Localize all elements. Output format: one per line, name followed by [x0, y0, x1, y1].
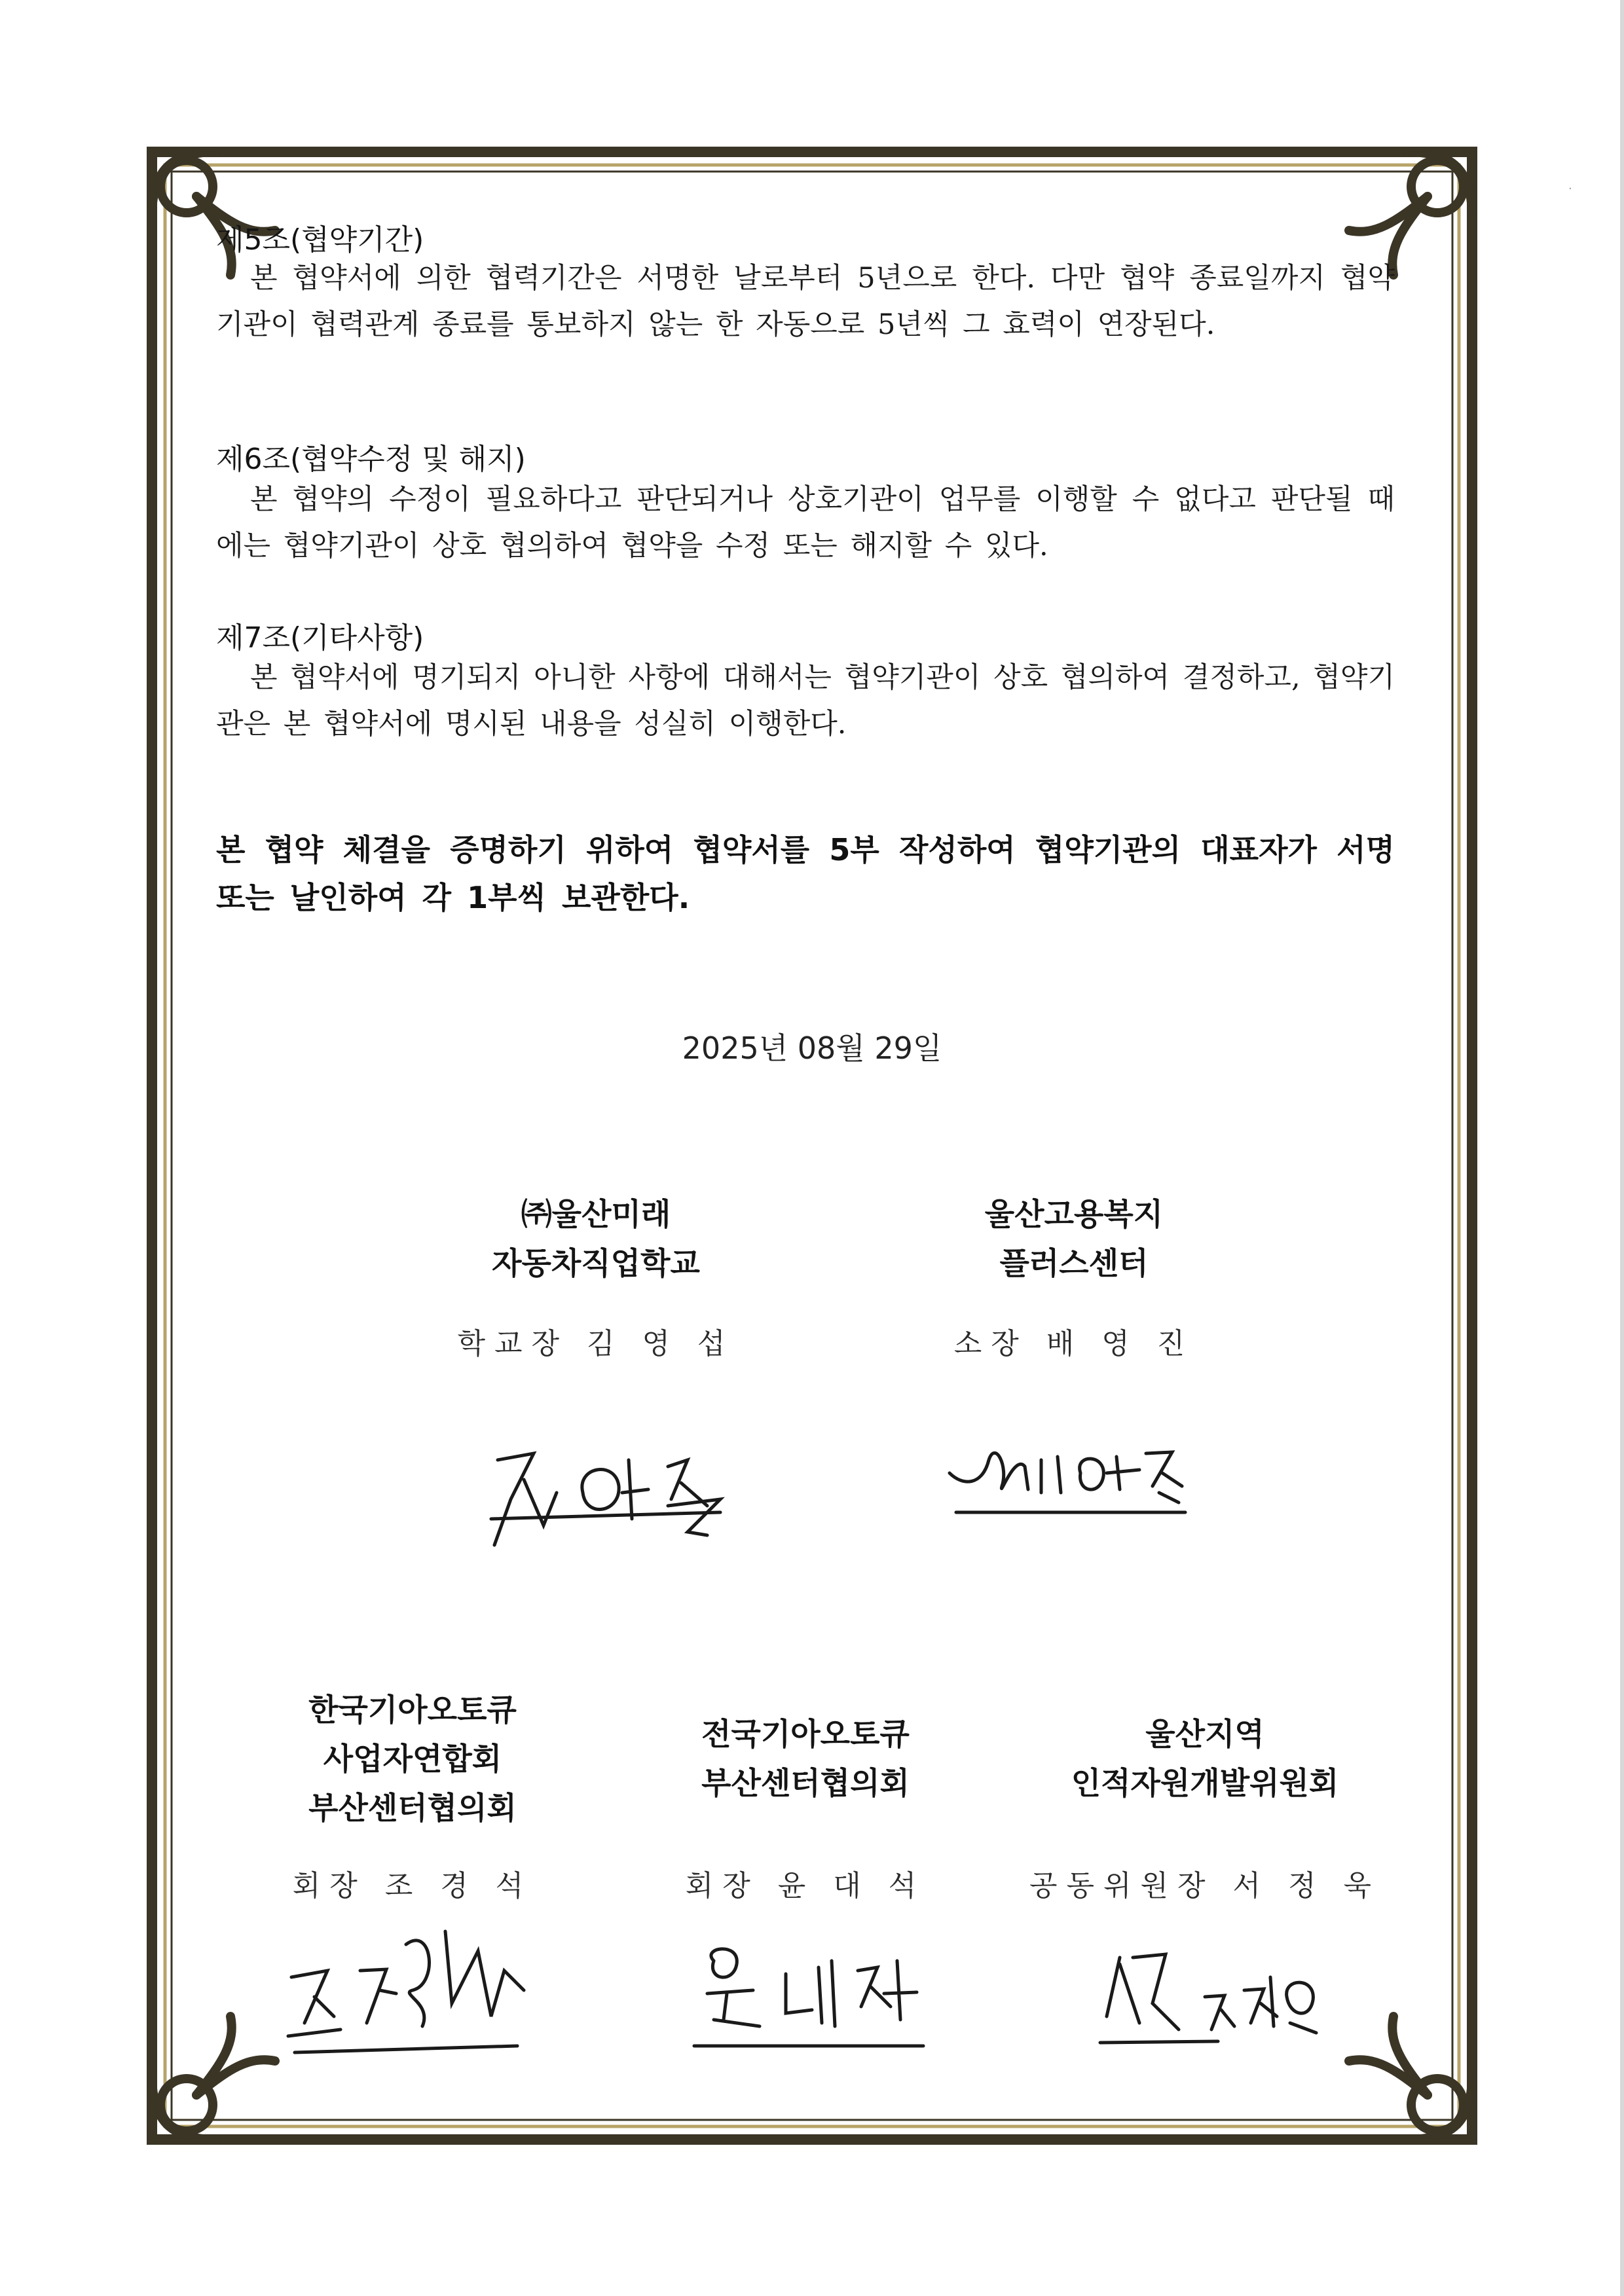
org-name-line: 한국기아오토큐: [308, 1692, 517, 1728]
org-name-line: 사업자연합회: [323, 1741, 502, 1777]
representative-name: 소장 배 영 진: [953, 1327, 1194, 1360]
article-7-title: 제7조(기타사항): [216, 621, 424, 655]
signature-yoon-dae-seok: [688, 1935, 936, 2059]
article-5-title: 제5조(협약기간): [216, 223, 424, 257]
org-name-line: 전국기아오토큐: [701, 1717, 910, 1753]
party-kia-autoq-busan-association: [236, 1686, 589, 1904]
org-name-line: ㈜울산미래: [521, 1197, 671, 1233]
org-name-line: 자동차직업학교: [492, 1246, 700, 1282]
party-ulsan-employment-center: [897, 1190, 1251, 1362]
org-name-line: 플러스센터: [999, 1246, 1149, 1282]
article-5-body: 본 협약서에 의한 협력기간은 서명한 날로부터 5년으로 한다. 다만 협약 종료일까지 협약기관이 협력관계 종료를 통보하지 않는 한 자동으로 5년씩 그 효력이 연장된다.: [216, 262, 1395, 341]
party-national-kia-autoq-busan: [629, 1710, 982, 1904]
representative-name: 회장 조 경 석: [292, 1869, 533, 1903]
org-name-line: 울산지역: [1145, 1717, 1264, 1753]
party-ulsan-mirae-school: [419, 1190, 773, 1362]
representative-name: 공동위원장 서 정 욱: [1029, 1869, 1380, 1903]
party-ulsan-hrd-committee: [1022, 1710, 1388, 1904]
org-name-line: 부산센터협의회: [701, 1766, 910, 1802]
org-name-line: 인적자원개발위원회: [1071, 1766, 1339, 1802]
org-name-line: 울산고용복지: [984, 1197, 1164, 1233]
article-6-body: 본 협약의 수정이 필요하다고 판단되거나 상호기관이 업무를 이행할 수 없다고 판단될 때에는 협약기관이 상호 협의하여 협약을 수정 또는 해지할 수 있다.: [216, 483, 1395, 562]
representative-name: 학교장 김 영 섭: [457, 1327, 735, 1360]
org-name-line: 부산센터협의회: [308, 1791, 517, 1827]
article-6-title: 제6조(협약수정 및 해지): [216, 443, 526, 476]
article-7-body: 본 협약서에 명기되지 아니한 사항에 대해서는 협약기관이 상호 협의하여 결정하고, 협약기관은 본 협약서에 명시된 내용을 성실히 이행한다.: [216, 661, 1395, 740]
signature-bae-young-jin: [943, 1427, 1231, 1532]
signature-seo-jeong-wook: [1094, 1938, 1342, 2062]
agreement-date: 2025년 08월 29일: [682, 1030, 942, 1066]
signature-kim-young-seop: [471, 1421, 747, 1565]
signature-cho-kyung-seok: [282, 1912, 544, 2069]
scan-dot: ·: [1568, 182, 1572, 196]
closing-statement: 본 협약 체결을 증명하기 위하여 협약서를 5부 작성하여 협약기관의 대표자가 서명 또는 날인하여 각 1부씩 보관한다.: [216, 832, 1395, 915]
representative-name: 회장 윤 대 석: [685, 1869, 926, 1903]
